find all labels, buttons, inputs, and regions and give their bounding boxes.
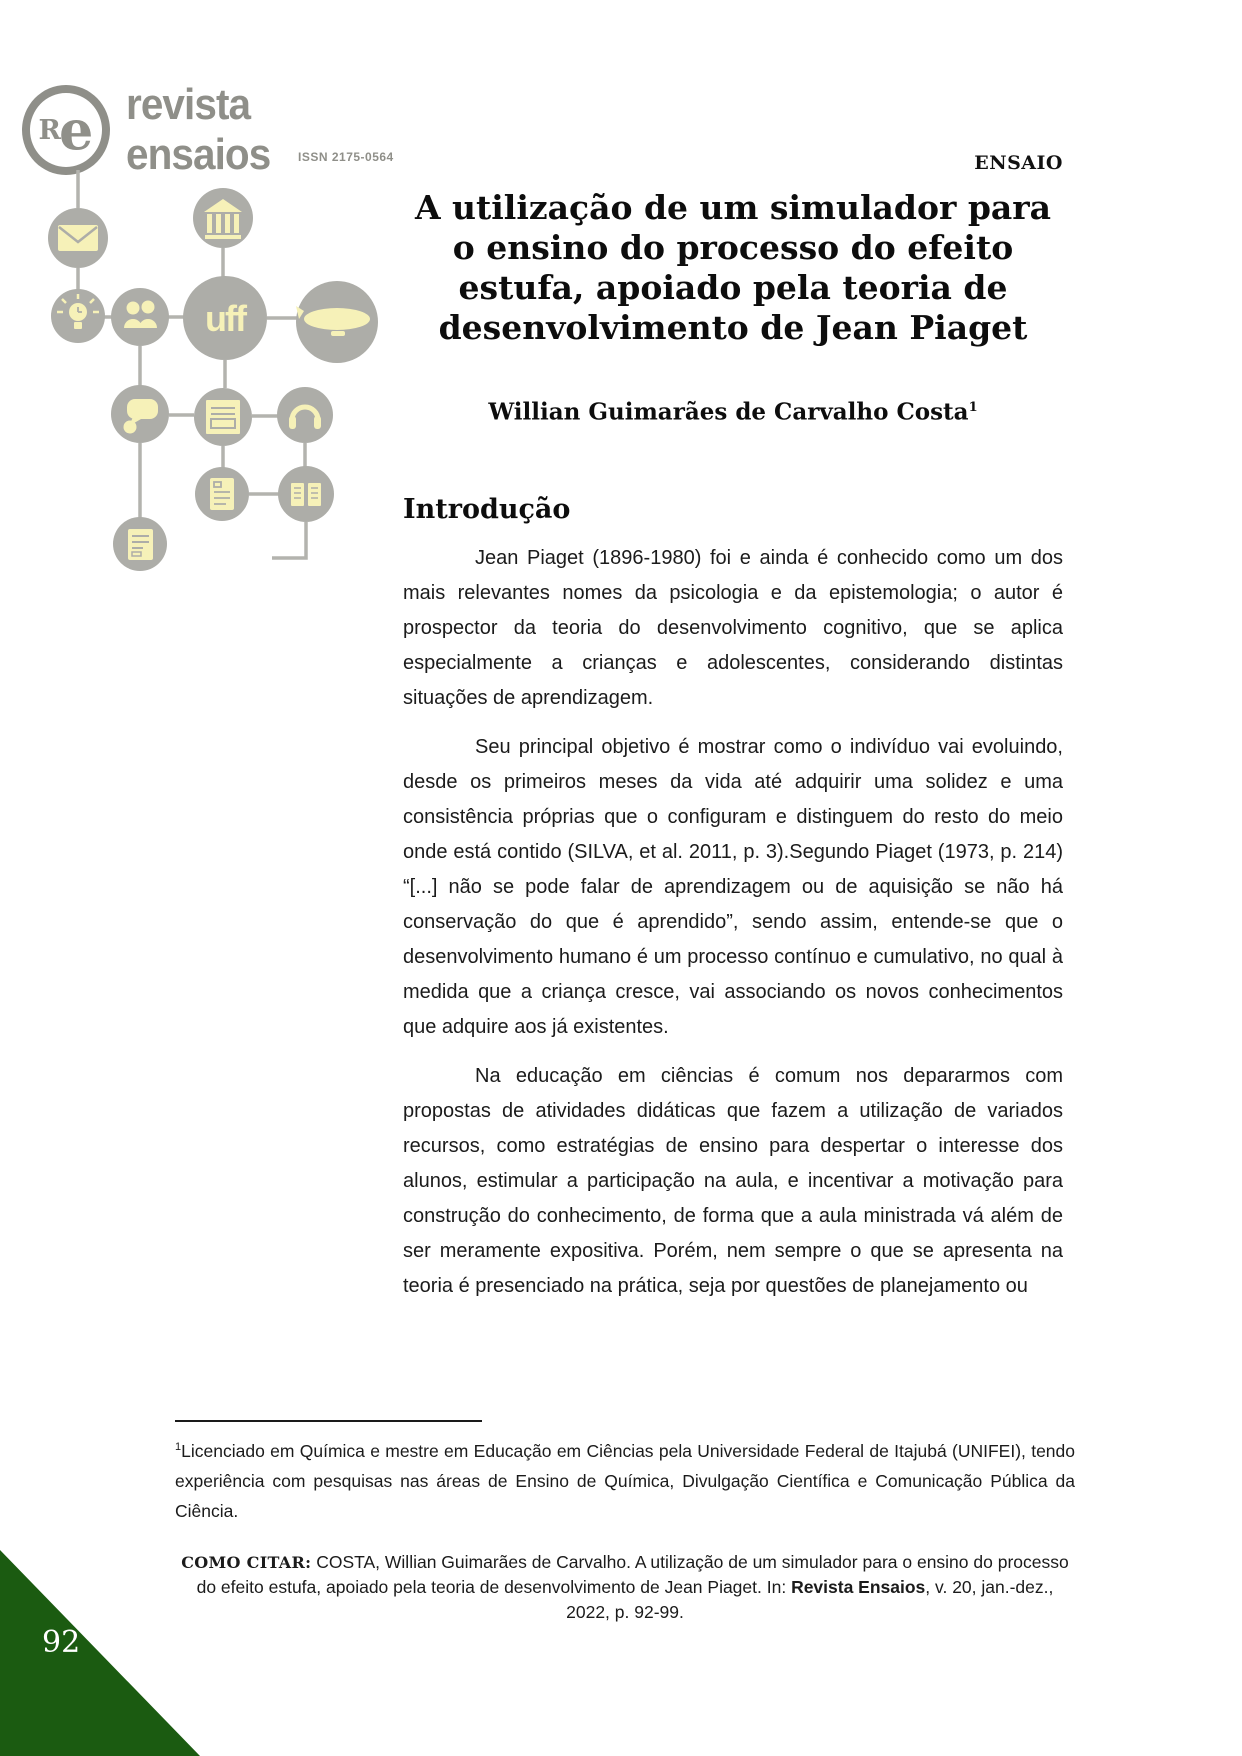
- body-paragraph: Jean Piaget (1896-1980) foi e ainda é conhecido como um dos mais relevantes nomes da psicologia e da epistemologia; o autor é prospector da teoria do desenvolvimento cognitivo, que se aplica especialmente a crianças e adolescentes, considerando distintas situações de aprendizagem.: [403, 546, 1063, 709]
- body-paragraph: Seu principal objetivo é mostrar como o indivíduo vai evoluindo, desde os primeiros meses da vida até adquirir uma solidez e uma consistência próprias que o configuram e distinguem do resto do meio onde está contido (SILVA, et al. 2011, p. 3).Segundo Piaget (1973, p. 214) “[...] não se pode falar de aprendizagem ou de aquisição se não há conservação do que é aprendido”, sendo assim, entende-se que o desenvolvimento humano é um processo contínuo e cumulativo, no qual à medida que a criança cresce, vai associando os novos conhecimentos que adquire aos já existentes.: [403, 735, 1063, 1038]
- connector-line: [272, 522, 306, 558]
- people-icon: [111, 288, 169, 346]
- author-footnote-marker: 1: [968, 400, 978, 415]
- journal-masthead-watermark: [0, 0, 420, 640]
- page-number: 92: [42, 1625, 81, 1660]
- footer-block: [175, 1420, 1075, 1625]
- logo-monogram-e: e: [58, 98, 94, 162]
- author-line: [403, 392, 1063, 429]
- svg-text:uff: uff: [205, 298, 245, 339]
- masthead-icon-network: [0, 150, 400, 610]
- citation-text-before: COSTA, Willian Guimarães de Carvalho. A utilização de um simulador para o ensino do processo do efeito estufa, apoiado pela teoria de desenvolvimento de Jean Piaget. In:: [196, 1551, 1069, 1597]
- zeppelin-icon: [296, 281, 378, 363]
- report-page-icon: [113, 517, 167, 571]
- corner-triangle-decoration: [0, 1550, 200, 1756]
- envelope-icon: [48, 208, 108, 268]
- article-title: A utilização de um simulador para o ensino do processo do efeito estufa, apoiado pela teoria de desenvolvimento de Jean Piaget: [414, 188, 1052, 347]
- journal-issn: ISSN 2175-0564: [298, 150, 394, 164]
- author-name: Willian Guimarães de Carvalho Costa: [488, 398, 969, 426]
- section-heading: Introdução: [403, 493, 571, 525]
- document-icon: [195, 467, 249, 521]
- body-paragraph: Na educação em ciências é comum nos depararmos com propostas de atividades didáticas que fazem a utilização de variados recursos, como estratégias de ensino para despertar o interesse dos alunos, estimular a participação na aula, e incentivar a motivação para construção do conhecimento, de forma que a aula ministrada vá além de ser meramente expositiva. Porém, nem sempre o que se apresenta na teoria é presenciado na prática, seja por questões de planejamento ou: [403, 1064, 1063, 1297]
- uff-logo-icon: [183, 276, 267, 360]
- lightbulb-icon: [51, 289, 105, 343]
- category-label: ENSAIO: [974, 152, 1063, 174]
- journal-name: revista ensaios: [125, 80, 271, 179]
- open-book-icon: [278, 466, 334, 522]
- footnote: [175, 1432, 1075, 1526]
- footnote-marker: 1: [175, 1441, 182, 1453]
- citation-journal-name: Revista Ensaios: [791, 1576, 926, 1597]
- speech-bubbles-icon: [111, 385, 169, 443]
- headphones-icon: [277, 387, 333, 443]
- citation-text-after: , v. 20, jan.-dez., 2022, p. 92-99.: [566, 1576, 1054, 1622]
- article-column: [403, 152, 1063, 1304]
- footnote-text: Licenciado em Química e mestre em Educação em Ciências pela Universidade Federal de Itajubá (UNIFEI), tendo experiência com pesquisas nas áreas de Ensino de Química, Divulgação Científica e Comunicação Pública da Ciência.: [175, 1440, 1075, 1521]
- newspaper-icon: [194, 388, 252, 446]
- logo-monogram-r: R: [38, 114, 61, 146]
- museum-icon: [193, 188, 253, 248]
- how-to-cite: [175, 1550, 1075, 1625]
- footnote-separator-rule: [175, 1420, 482, 1422]
- how-to-cite-label: COMO CITAR:: [181, 1552, 312, 1572]
